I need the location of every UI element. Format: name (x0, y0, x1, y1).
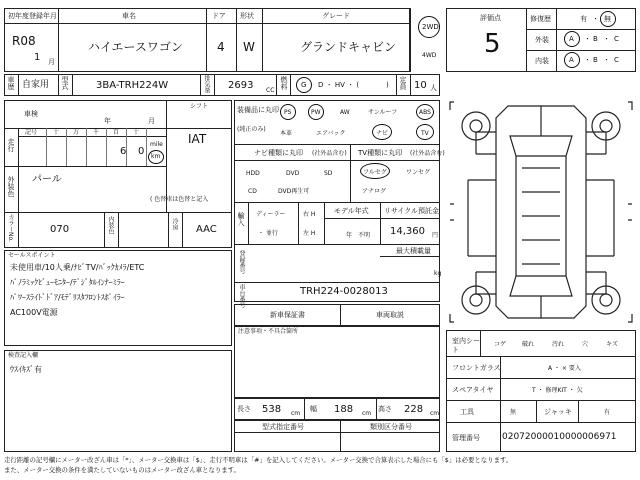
yen-unit: 円 (432, 232, 439, 239)
equip-leather: 本革 (280, 130, 293, 137)
notes-box (234, 326, 440, 398)
repair-no: 無 (604, 15, 611, 23)
model-label: 型式 (61, 76, 69, 90)
seat-item-koge: コゲ (494, 341, 507, 348)
navi-dvd-play: DVD再生可 (278, 188, 310, 195)
navi-sd: SD (324, 170, 333, 177)
fuel-label: 燃料 (280, 76, 288, 90)
fuel-g: G (301, 81, 307, 89)
equipment-label: 装備品に丸印 (237, 106, 279, 114)
capacity-value: 10 (414, 80, 427, 91)
recycle-value: 14,360 (390, 226, 425, 237)
chassis-label: 車台番号 (238, 284, 245, 308)
interior-a: A (569, 56, 574, 64)
inspection-label: 車検 (24, 110, 38, 118)
warranty-doc: 新車保証書 (270, 311, 305, 319)
shape-value: W (243, 40, 255, 54)
manual-doc: 車両取説 (376, 311, 404, 319)
first-reg-era: R08 (12, 34, 36, 48)
length-label: 長さ (237, 405, 251, 413)
interior-c: C (614, 56, 619, 64)
cc-unit: CC (266, 87, 275, 94)
registration-label: 登録番号 (238, 250, 245, 274)
ac-value: AAC (196, 224, 217, 235)
shape-label: 形状 (240, 12, 254, 20)
exterior-label: 外装 (535, 36, 549, 44)
mileage-digit-hundred: 6 (120, 146, 127, 157)
grade-value: グランドキャビン (300, 40, 397, 54)
tv-fullseg: フルセグ (363, 169, 387, 176)
width-value: 188 (334, 404, 354, 415)
mgmt-label: 管理番号 (452, 434, 480, 442)
ac-label: 冷房 (171, 218, 178, 230)
tools-label: 工具 (460, 408, 474, 416)
capacity-label: 定員 (399, 76, 407, 90)
ext-color-label: 外装色 (7, 176, 15, 197)
mileage-label: 走行 (7, 138, 15, 152)
exterior-b: B (593, 35, 598, 43)
equipment-sub: (純正のみ) (237, 126, 266, 133)
usage-row (4, 74, 440, 96)
navi-cd: CD (248, 188, 257, 195)
door-label: ドア (212, 12, 226, 20)
jack-value: 有 (604, 409, 611, 416)
interior-color-label: 内装色 (107, 216, 114, 234)
width-label: 幅 (310, 405, 317, 413)
equip-abs: ABS (419, 109, 431, 116)
height-value: 228 (404, 404, 424, 415)
mileage-h-sen: 千 (93, 129, 100, 136)
capacity-unit: 人 (430, 84, 437, 92)
repair-label: 修復歴 (530, 15, 551, 23)
length-value: 538 (262, 404, 282, 415)
footer-line-2: また、メーター交換の条件を満たしていないものはメーター改ざん車となります。 (4, 466, 240, 474)
footer-line-1: 走行距離の記号欄にメーター改ざん車は「*」、メーター交換車は「$」、走行不明車は「#」を記入してください。メーター交換で合算表示した場合にも「$」は必要となります。 (4, 456, 513, 464)
first-reg-month: 1 (34, 52, 41, 63)
interior-b: B (593, 56, 598, 64)
jack-label: ジャッキ (544, 408, 572, 416)
inspection-year: 年 (104, 117, 111, 125)
length-cm: cm (291, 410, 301, 417)
fuel-close: ) (386, 81, 389, 89)
navi-dvd: DVD (286, 170, 300, 177)
kg-unit: kg (434, 270, 442, 277)
equip-airbag: エアバック (316, 130, 346, 137)
recycle-label: リサイクル預託金 (384, 207, 440, 215)
type-cert-label: 型式指定番号 (262, 423, 304, 431)
selling-line-4: AC100V電源 (10, 308, 58, 317)
month-unit: 月 (48, 58, 55, 66)
usage-label: 車歴 (7, 76, 15, 90)
import-dealer: ディーラー (256, 211, 286, 218)
model-year-value: 年 不明 (346, 232, 371, 239)
spare-items: T ・ 修理KIT ・ 欠 (532, 387, 583, 394)
equip-tv: TV (421, 130, 429, 137)
grade-label: グレード (322, 12, 350, 20)
navi-hdd: HDD (246, 170, 260, 177)
mileage-h-man: 万 (73, 129, 80, 136)
tools-value: 無 (510, 409, 517, 416)
displacement-label: 排気量 (203, 75, 210, 93)
ext-color-value: パール (32, 174, 62, 185)
selling-line-1: 未使用車/10人乗/ﾅﾋﾞTV/ﾊﾞｯｸｶﾒﾗ/ETC (10, 263, 145, 272)
mileage-digit-ten: 0 (138, 146, 145, 157)
notes-label: 注意事項・不具合箇所 (238, 328, 299, 335)
docs-row (234, 304, 440, 326)
exterior-c: C (614, 35, 619, 43)
score-value: 5 (484, 29, 501, 59)
mileage-h-10man: 十 (53, 129, 60, 136)
tv-analog: アナログ (362, 188, 387, 195)
mileage-h-sign: 記号 (25, 129, 38, 136)
car-name-label: 車名 (122, 12, 136, 20)
mileage-h-juu: 十 (133, 129, 140, 136)
shift-label: シフト (190, 103, 209, 110)
fuel-rest: D ・ HV ・ ( (318, 81, 360, 89)
import-right: 右 H (303, 211, 316, 218)
equip-ps: PS (284, 109, 292, 116)
inspector-label: 検査記入欄 (8, 352, 39, 359)
ext-color-note: ( 色替車は色替と記入 (150, 196, 209, 203)
glass-items: A ・ × 要入 (548, 365, 581, 372)
drive-2wd: 2WD (422, 23, 439, 31)
height-label: 高さ (378, 405, 392, 413)
equip-pw: PW (311, 109, 321, 116)
mile-label: mile (150, 141, 163, 148)
interior-label: 内装 (535, 57, 549, 65)
tv-label: TV種類に丸印 (358, 149, 403, 157)
max-load-label: 最大積載量 (396, 247, 431, 255)
equip-aw: AW (340, 109, 350, 116)
height-cm: cm (430, 410, 440, 417)
navi-sub: (社外品含む) (312, 150, 347, 157)
spare-label: スペアタイヤ (452, 386, 494, 394)
selling-line-2: ﾊﾟﾉﾗﾐｯｸﾋﾞｭｰﾓﾆﾀｰ/ﾃﾞｼﾞﾀﾙｲﾝﾅｰﾐﾗｰ (10, 278, 125, 287)
import-parallel: ・ 並行 (258, 230, 278, 237)
shift-value: IAT (188, 132, 207, 146)
inspection-month: 月 (148, 117, 155, 125)
selling-points-label: セールスポイント (8, 252, 56, 259)
first-reg-label: 初年度登録年月 (8, 12, 57, 20)
inspector-value: ｳｽｲｷｽﾞ有 (10, 365, 42, 374)
selling-line-3: ﾊﾟﾜｰｽﾗｲﾄﾞﾄﾞｱ/ﾓﾃﾞﾘｽﾀﾌﾛﾝﾄｽﾎﾟｲﾗｰ (10, 293, 125, 302)
width-cm: cm (362, 410, 372, 417)
km-label: km (151, 153, 161, 160)
equip-sunroof: サンルーフ (368, 109, 398, 116)
glass-label: フロントガラス (452, 364, 501, 372)
import-label: 輸入 (237, 212, 245, 226)
car-name-value: ハイエースワゴン (88, 40, 183, 54)
mgmt-value: 02072000010000006971 (502, 432, 617, 442)
tv-sub: (社外品含む) (410, 150, 445, 157)
seat-item-yogore: 汚れ (552, 341, 565, 348)
displacement-value: 2693 (228, 80, 254, 91)
repair-yes: 有 (580, 15, 587, 23)
door-value: 4 (217, 40, 225, 54)
navi-label: ナビ種類に丸印 (254, 149, 303, 157)
model-value: 3BA-TRH224W (96, 80, 169, 91)
drive-4wd: 4WD (422, 52, 437, 59)
score-label: 評価点 (480, 14, 501, 22)
car-diagram (446, 96, 636, 328)
chassis-value: TRH224-0028013 (300, 286, 388, 297)
seat-item-ana: 穴 (582, 341, 589, 348)
usage-value: 自家用 (22, 80, 50, 90)
equip-navi: ナビ (376, 130, 389, 137)
seat-item-yabure: 破れ (522, 341, 535, 348)
import-left: 左 H (303, 230, 316, 237)
color-no-label: カラーNo. (7, 214, 14, 242)
color-no-value: 070 (50, 224, 70, 235)
exterior-a: A (569, 35, 574, 43)
class-label: 類別区分番号 (370, 423, 412, 431)
tv-oneseg: ワンセグ (406, 169, 431, 176)
model-year-label: モデル年式 (334, 207, 369, 215)
seat-item-kizu: キズ (606, 341, 618, 348)
seat-label: 室内シート (452, 337, 480, 354)
mileage-h-hyaku: 百 (113, 129, 120, 136)
